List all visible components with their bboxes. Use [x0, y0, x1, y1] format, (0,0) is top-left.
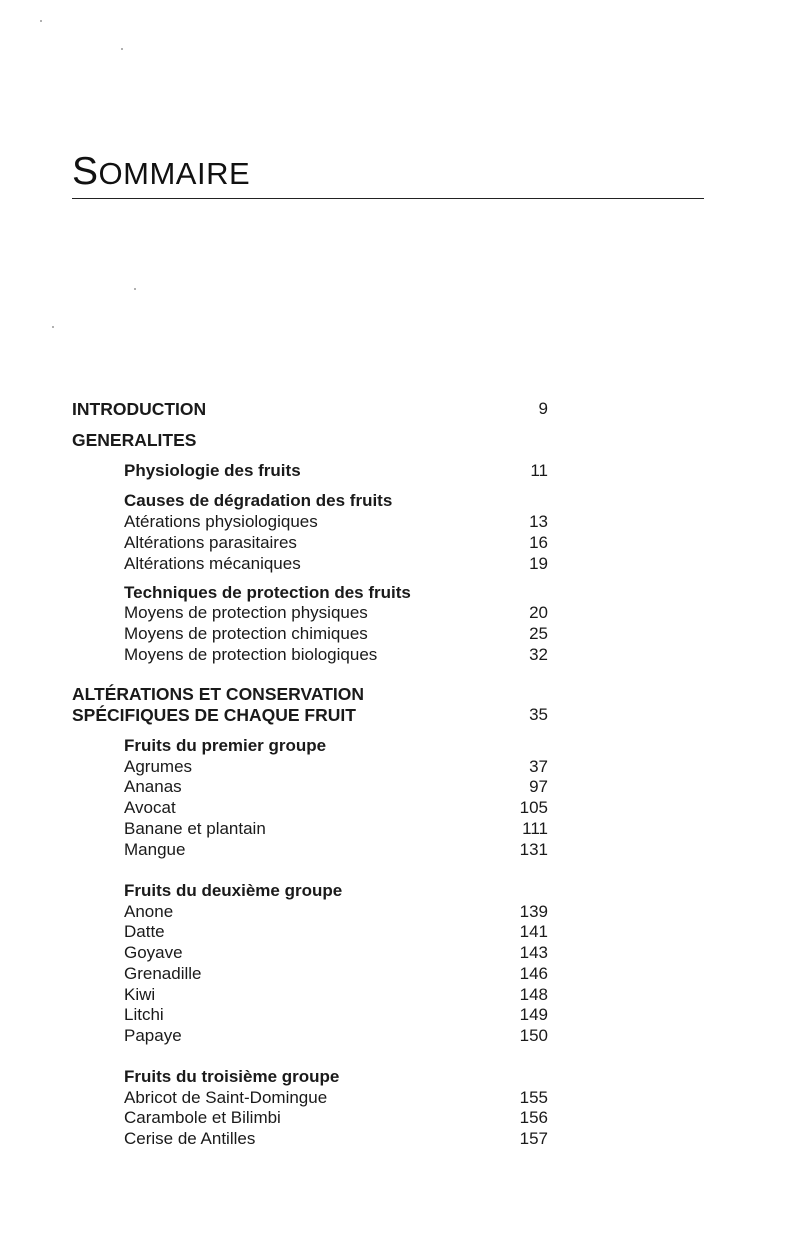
- toc-entry-label: Banane et plantain: [124, 819, 266, 838]
- toc-entry-label: Causes de dégradation des fruits: [124, 491, 393, 510]
- toc-entry-label: Techniques de protection des fruits: [124, 583, 411, 602]
- toc-entry-label: Mangue: [124, 840, 186, 859]
- toc-entry: [0, 1025, 800, 1047]
- toc-entry-label: Moyens de protection physiques: [124, 603, 368, 622]
- toc-entry-page: 25: [529, 624, 548, 643]
- toc-entry-page: 141: [519, 922, 548, 941]
- toc-entry-page: 19: [529, 554, 548, 573]
- toc-entry: [0, 582, 800, 604]
- toc-entry-page: 20: [529, 603, 548, 622]
- toc-entry: [0, 704, 800, 726]
- toc-entry-page: 13: [529, 512, 548, 531]
- toc-entry-page: 157: [519, 1129, 548, 1148]
- toc-entry-label: Cerise de Antilles: [124, 1129, 256, 1148]
- toc-entry: [0, 623, 800, 645]
- toc-entry-page: 155: [519, 1088, 548, 1107]
- page-title: [72, 150, 250, 194]
- toc-entry-page: 150: [519, 1026, 548, 1045]
- toc-entry-page: 37: [529, 757, 548, 776]
- toc-entry: [0, 490, 800, 512]
- toc-entry-label: ALTÉRATIONS ET CONSERVATION: [72, 684, 364, 704]
- toc-entry-page: 105: [519, 798, 548, 817]
- toc-entry-page: 146: [519, 964, 548, 983]
- toc-entry: [0, 776, 800, 798]
- toc-entry: [0, 963, 800, 985]
- toc-entry-label: Moyens de protection chimiques: [124, 624, 368, 643]
- toc-entry-label: Anone: [124, 902, 174, 921]
- toc-entry: [0, 1004, 800, 1026]
- toc-entry: [0, 1087, 800, 1109]
- toc-entry-label: Litchi: [124, 1005, 164, 1024]
- toc-entry-label: Goyave: [124, 943, 183, 962]
- toc-entry: [0, 398, 800, 420]
- toc-entry-label: Altérations parasitaires: [124, 533, 297, 552]
- toc-entry-label: Carambole et Bilimbi: [124, 1108, 281, 1127]
- toc-entry-label: Fruits du troisième groupe: [124, 1067, 340, 1086]
- toc-entry-label: Avocat: [124, 798, 176, 817]
- toc-entry: [0, 921, 800, 943]
- toc-entry-page: 9: [538, 399, 548, 418]
- toc-entry: [0, 839, 800, 861]
- toc-entry-page: 156: [519, 1108, 548, 1127]
- toc-entry-page: 143: [519, 943, 548, 962]
- toc-entry: [0, 553, 800, 575]
- title-rule: [72, 198, 704, 199]
- toc-entry: [0, 683, 800, 705]
- toc-entry: [0, 1066, 800, 1088]
- toc-entry: [0, 756, 800, 778]
- title-rest: OMMAIRE: [98, 156, 251, 191]
- toc-entry-label: Papaye: [124, 1026, 182, 1045]
- toc-entry-label: Fruits du premier groupe: [124, 736, 327, 755]
- toc-entry: [0, 1107, 800, 1129]
- toc-entry: [0, 429, 800, 451]
- toc-entry: [0, 532, 800, 554]
- toc-entry-label: Fruits du deuxième groupe: [124, 881, 343, 900]
- toc-entry-page: 32: [529, 645, 548, 664]
- toc-entry: [0, 602, 800, 624]
- toc-entry-label: Ananas: [124, 777, 182, 796]
- scan-speck: [52, 326, 54, 328]
- toc-entry-label: Grenadille: [124, 964, 202, 983]
- toc-entry-label: Physiologie des fruits: [124, 461, 301, 480]
- toc-entry-page: 148: [519, 985, 548, 1004]
- toc-entry-page: 35: [529, 705, 548, 724]
- toc-entry: [0, 460, 800, 482]
- toc-entry: [0, 797, 800, 819]
- toc-entry: [0, 511, 800, 533]
- toc-entry-label: Agrumes: [124, 757, 193, 776]
- toc-entry-page: 111: [522, 819, 548, 838]
- toc-entry: [0, 1128, 800, 1150]
- toc-entry: [0, 818, 800, 840]
- toc-entry-label: Altérations mécaniques: [124, 554, 301, 573]
- toc-entry-label: Datte: [124, 922, 165, 941]
- toc-entry-label: Abricot de Saint-Domingue: [124, 1088, 328, 1107]
- title-initial: S: [72, 150, 99, 193]
- toc-entry-page: 139: [519, 902, 548, 921]
- scan-speck: [40, 20, 42, 22]
- toc-entry-page: 16: [529, 533, 548, 552]
- toc-entry-label: Kiwi: [124, 985, 156, 1004]
- toc-entry-label: SPÉCIFIQUES DE CHAQUE FRUIT: [72, 705, 356, 725]
- toc-entry-page: 131: [519, 840, 548, 859]
- scan-speck: [134, 288, 136, 290]
- toc-entry: [0, 942, 800, 964]
- toc-entry-page: 97: [529, 777, 548, 796]
- toc-entry: [0, 984, 800, 1006]
- toc-entry-label: INTRODUCTION: [72, 399, 207, 419]
- toc-entry-label: Atérations physiologiques: [124, 512, 318, 531]
- toc-entry: [0, 644, 800, 666]
- toc-entry: [0, 880, 800, 902]
- scan-speck: [121, 48, 123, 50]
- toc-entry: [0, 901, 800, 923]
- toc-entry-label: GENERALITES: [72, 430, 197, 450]
- toc-entry: [0, 735, 800, 757]
- toc-entry-label: Moyens de protection biologiques: [124, 645, 378, 664]
- toc-entry-page: 149: [519, 1005, 548, 1024]
- toc-entry-page: 11: [530, 461, 548, 480]
